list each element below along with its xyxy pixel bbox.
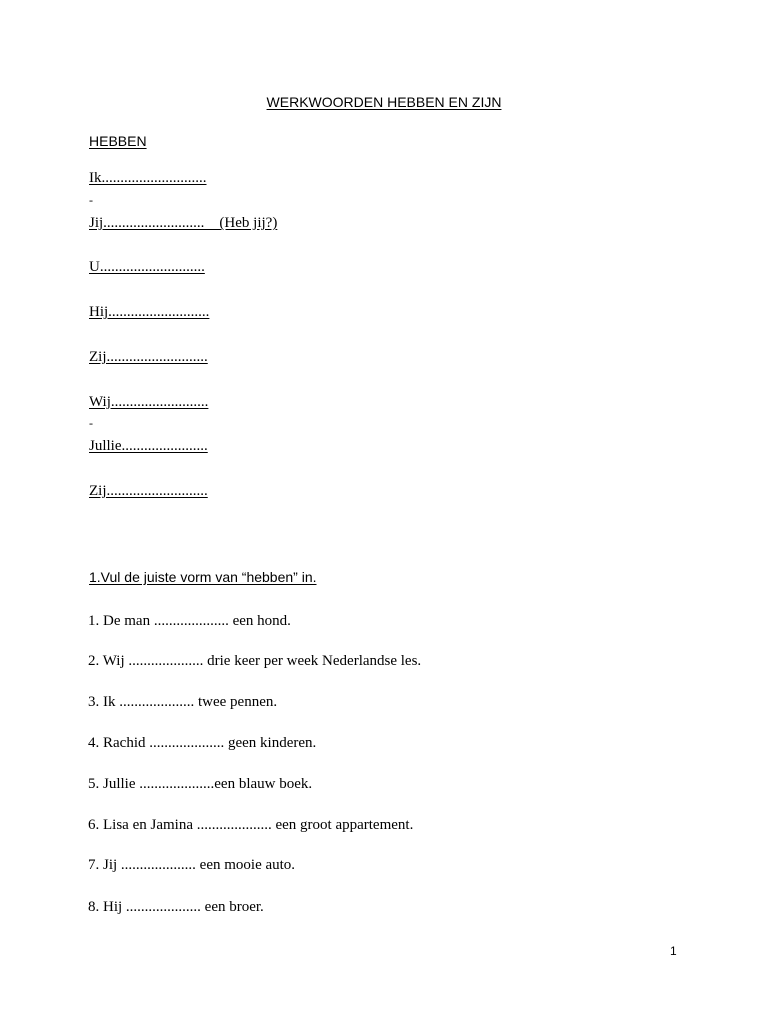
page-number: 1 <box>670 944 677 958</box>
stray-mark: - <box>89 193 93 207</box>
conjugation-line-ik: Ik............................ <box>89 170 207 186</box>
exercise-item: 2. Wij .................... drie keer per week Nederlandse les. <box>88 653 422 669</box>
conjugation-line-wij: Wij.......................... <box>89 394 209 410</box>
section-heading: HEBBEN <box>89 133 147 149</box>
page-title: WERKWOORDEN HEBBEN EN ZIJN <box>266 94 502 110</box>
exercise-item: 8. Hij .................... een broer. <box>88 899 264 915</box>
exercise-item: 7. Jij .................... een mooie auto. <box>88 857 296 873</box>
conjugation-line-u: U............................ <box>89 259 205 275</box>
stray-mark: - <box>89 416 93 430</box>
exercise-item: 5. Jullie ....................een blauw boek. <box>88 776 313 792</box>
conjugation-line-zij-plural: Zij........................... <box>89 483 208 499</box>
exercise-heading: 1.Vul de juiste vorm van “hebben” in. <box>89 569 317 585</box>
exercise-item: 1. De man .................... een hond. <box>88 613 291 629</box>
conjugation-line-zij: Zij........................... <box>89 349 208 365</box>
conjugation-line-hij: Hij........................... <box>89 304 210 320</box>
conjugation-line-jullie: Jullie....................... <box>89 438 208 454</box>
exercise-item: 3. Ik .................... twee pennen. <box>88 694 278 710</box>
conjugation-line-jij: Jij........................... (Heb jij?) <box>89 215 278 231</box>
exercise-item: 4. Rachid .................... geen kinderen. <box>88 735 317 751</box>
exercise-item: 6. Lisa en Jamina .................... een groot appartement. <box>88 817 414 833</box>
